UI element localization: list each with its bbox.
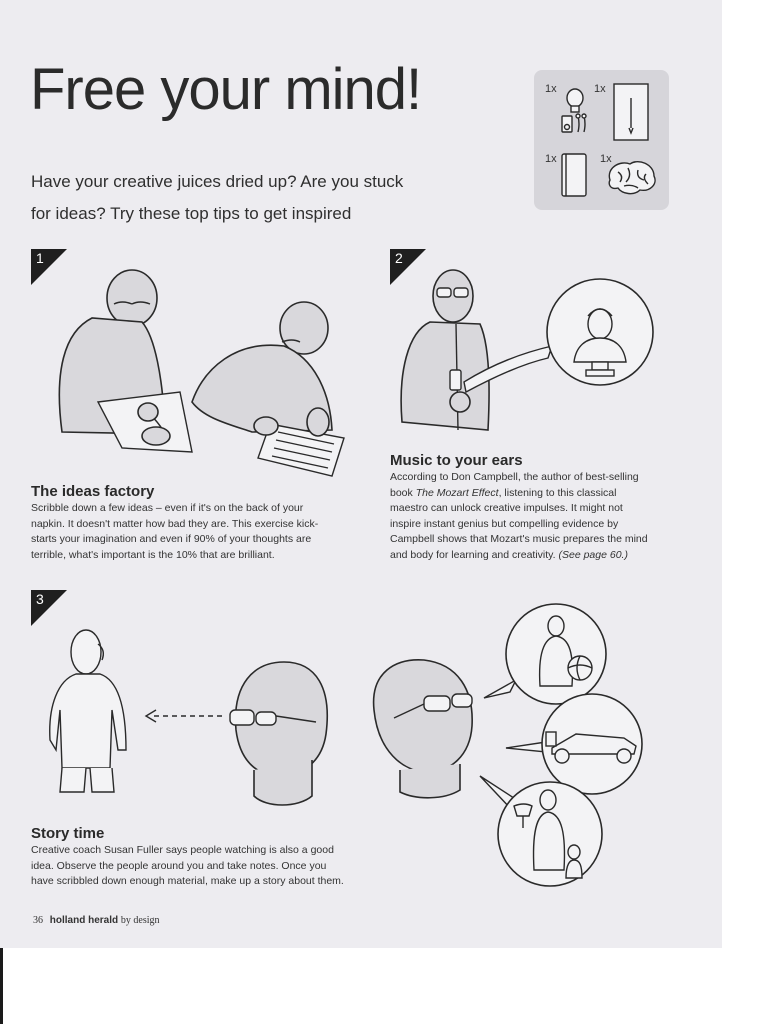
page-footer [33, 915, 160, 926]
intro-line-1: Have your creative juices dried up? Are you stuck [31, 172, 404, 191]
tip-2-line-5: Campbell shows that Mozart's music prepares the mind [390, 533, 648, 545]
brain-icon [604, 158, 660, 198]
tip-3-number: 3 [36, 591, 44, 607]
tip-1-line-1: Scribble down a few ideas – even if it's on the back of your [31, 502, 304, 514]
kit-qty-2: 1x [594, 83, 606, 95]
tip-3-line-2: idea. Observe the people around you and take notes. Once you [31, 859, 327, 872]
kit-box [534, 70, 669, 210]
intro-text [31, 166, 501, 230]
tip-1-illustration [52, 262, 352, 482]
kit-qty-3: 1x [545, 153, 557, 165]
kit-qty-4: 1x [600, 153, 612, 165]
kit-qty-1: 1x [545, 83, 557, 95]
page-reference: (See page 60.) [558, 548, 628, 561]
book-title: The Mozart Effect [415, 486, 499, 499]
idea-kit-icon [556, 86, 596, 136]
tip-2-line-1: According to Don Campbell, the author of best-selling [390, 471, 639, 483]
tip-2-heading: Music to your ears [390, 452, 523, 469]
scan-edge [0, 948, 3, 1024]
tip-1-line-2: napkin. It doesn't matter how bad they are. This exercise kick- [31, 517, 319, 530]
section-label: by design [120, 915, 160, 926]
tip-2-line-6-pre: and body for learning and creativity. [390, 548, 559, 561]
tip-3-line-1: Creative coach Susan Fuller says people watching is also a good [31, 844, 334, 856]
tip-2-line-2-pre: book [390, 486, 416, 499]
tip-3-line-3: have scribbled down enough material, make up a story about them. [31, 875, 344, 887]
page-title: Free your mind! [30, 57, 422, 122]
tip-1-line-3: starts your imagination and even if 90% of your thoughts are [31, 533, 312, 545]
page-number: 36 [33, 915, 43, 926]
tip-2-line-2-post: , listening to this classical [498, 486, 617, 499]
tip-2-body [390, 470, 710, 563]
tip-2-line-4: inspire instant genius but compelling evidence by [390, 517, 619, 530]
tip-2-number: 2 [395, 250, 403, 266]
intro-line-2: for ideas? Try these top tips to get inspired [31, 204, 352, 223]
tip-1-body [31, 501, 381, 563]
tip-2-illustration [396, 262, 658, 440]
book-icon [558, 152, 592, 200]
tip-2-line-3: maestro can unlock creative impulses. It might not [390, 502, 623, 514]
tip-3-heading: Story time [31, 825, 105, 842]
notepad-pen-icon [610, 82, 652, 144]
magazine-brand: holland herald [49, 915, 119, 926]
tip-1-number: 1 [36, 250, 44, 266]
tip-3-body [31, 843, 431, 890]
tip-1-line-4: terrible, what's important is the 10% that are brilliant. [31, 548, 275, 561]
tip-1-heading: The ideas factory [31, 483, 155, 500]
